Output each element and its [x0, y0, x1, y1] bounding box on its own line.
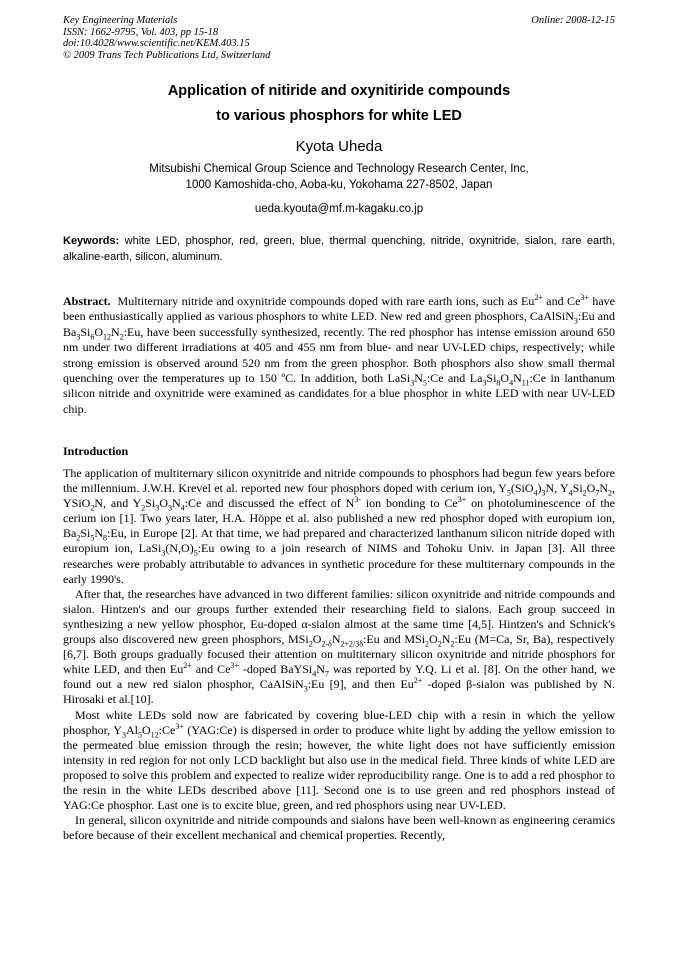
subscript: 2	[141, 503, 146, 513]
subscript: 2	[608, 488, 612, 498]
paragraph	[63, 466, 615, 587]
superscript: 2+	[183, 661, 192, 671]
paragraph-text: Most white LEDs sold now are fabricated by covering blue-LED chip with a resin in which the yellow phosphor, Y	[63, 707, 615, 737]
paragraph-text: :Ce and discussed the effect of N	[184, 496, 355, 511]
formula-text: N	[513, 371, 522, 386]
formula-text: O	[429, 632, 438, 647]
formula-text: O	[94, 324, 104, 339]
doi-line: doi:10.4028/www.scientific.net/KEM.403.15	[63, 38, 250, 49]
keywords-label: Keywords:	[63, 235, 120, 247]
abstract-text: have been enthusiastically applied as various phosphors to white LED. New red and green phosphors, CaAlSiN	[63, 294, 615, 324]
paragraph-text: on photoluminescence of the cerium ion [1]. Two years later, H.A. Höppe et al. also published a new red phosphor doped with europium ion, Ba	[63, 496, 615, 541]
subscript: 3	[76, 332, 81, 342]
subscript: 2	[425, 639, 430, 649]
abstract-text: :Eu and Ba	[63, 309, 615, 339]
subscript: 5	[137, 729, 142, 739]
formula-text: N	[441, 632, 451, 647]
abstract-label: Abstract.	[63, 294, 111, 308]
abstract	[63, 294, 615, 417]
paragraph-text: and Ce	[191, 662, 231, 677]
journal-name: Key Engineering Materials	[63, 15, 178, 26]
paragraph	[63, 813, 615, 843]
formula-text: )	[537, 481, 542, 496]
formula-text: N	[171, 496, 181, 511]
copyright-line: © 2009 Trans Tech Publications Ltd, Switzerland	[63, 49, 271, 61]
subscript: 2	[437, 639, 442, 649]
formula-text: Si	[145, 496, 156, 511]
paragraph-text: :Ce	[158, 722, 176, 737]
subscript: 7	[595, 488, 600, 498]
paragraph-text: N, Y	[545, 481, 569, 496]
title-line-1: Application of nitiride and oxynitiride compounds	[167, 83, 511, 99]
paragraph	[63, 587, 615, 708]
journal-header	[63, 15, 615, 61]
subscript: 3	[161, 548, 166, 558]
superscript: 3+	[580, 293, 589, 302]
subscript: 11	[521, 378, 530, 388]
subscript: 12	[103, 332, 112, 342]
subscript: 2-δ	[321, 639, 332, 649]
affiliation-line-2: 1000 Kamoshida-cho, Aoba-ku, Yokohama 227-8502, Japan	[185, 179, 493, 191]
paragraph-text: ion bonding to Ce	[360, 496, 458, 511]
subscript: 5	[422, 378, 427, 388]
paragraph-text: :Eu owing to a join research of NIMS and Tohoku Univ. in Japan [3]. All three researches were probably attributable to advances in synthetic procedure for these multiternary compounds in the early 1990's.	[63, 541, 615, 586]
keywords	[63, 234, 615, 265]
paragraph-text: In general, silicon oxynitride and nitride compounds and sialons have been well-known as engineering ceramics before because of their excellent mechanical and chemical properties. Recently,	[63, 813, 615, 843]
formula-text: N	[111, 324, 120, 339]
paragraph-text: :Eu [9], and then Eu	[307, 677, 414, 692]
paragraph-text: -doped β-sialon was published by N. Hirosaki et al.[10].	[63, 677, 615, 707]
subscript: 4	[312, 669, 317, 679]
subscript: 2	[582, 488, 587, 498]
paragraph-text: (YAG:Ce) is dispersed in order to produce white light by adding the yellow emission to the permeated blue emission through the resin; however, the white light does not have sufficiently emission intensity in red region for not only LCD backlight but also use in the medical field. Three kinds of white LED are proposed to solve this problem and expected to realize wider reproducibility range. One is to add a red phosphor to the resin in the white LEDs described above [11]. Second one is to use green and red phosphors instead of YAG:Ce phosphor. Last one is to excite blue, green, and red phosphors using near UV-LED.	[63, 722, 616, 813]
subscript: 3	[303, 684, 308, 694]
formula-text: Al	[125, 722, 138, 737]
formula-text: N	[599, 481, 608, 496]
paragraph-text: :Eu (M=Ca, Sr, Ba), respectively [6,7]. Both groups gradually focused their attention on multiternary silicon oxynitride and nitride phosphors for white LED, and then Eu	[63, 632, 615, 677]
subscript: 5	[193, 548, 198, 558]
author-email[interactable]: ueda.kyouta@mf.m-kagaku.co.jp	[254, 203, 424, 215]
superscript: 3+	[175, 721, 184, 731]
subscript: 3	[573, 316, 578, 326]
formula-text: N	[316, 662, 325, 677]
subscript: δ	[359, 639, 363, 649]
paragraph-text: :Eu, in Europe [2]. At that time, we had prepared and characterized lanthanum silicon nitride doped with europium ion, LaSi	[63, 526, 615, 556]
superscript: 2+	[413, 676, 423, 686]
superscript: 3-	[354, 495, 361, 505]
formula-text: N	[331, 632, 341, 647]
formula-text: O	[159, 496, 168, 511]
subscript: 8	[103, 533, 108, 543]
paragraph-text: (N,O)	[165, 541, 194, 556]
subscript: 4	[533, 488, 538, 498]
paragraph-text: , YSiO	[63, 481, 615, 511]
subscript: 8	[496, 378, 501, 388]
paragraph-text: The application of multiternary silicon oxynitride and nitride compounds to phosphors had begun few years before the millennium. J.W.H. Krevel et al. reported new four phosphors doped with cerium ion, Y	[63, 466, 615, 496]
superscript: 2+	[534, 293, 543, 302]
formula-text: Si	[486, 371, 497, 386]
superscript: 3+	[457, 495, 467, 505]
formula-text: Si	[572, 481, 583, 496]
title-line-2: to various phosphors for white LED	[216, 108, 462, 124]
paragraph	[63, 708, 615, 814]
superscript: 3+	[230, 661, 239, 671]
formula-text: N	[94, 526, 104, 541]
introduction-body	[63, 466, 615, 843]
section-heading-introduction: Introduction	[63, 444, 129, 458]
subscript: 3	[410, 378, 415, 388]
subscript: 4	[568, 488, 573, 498]
formula-text: N	[414, 371, 423, 386]
abstract-text: and Ce	[542, 294, 581, 308]
subscript: 4	[180, 503, 185, 513]
subscript: 2	[450, 639, 455, 649]
abstract-text: :Ce in lanthanum silicon nitride and oxynitride were examined as candidates for a blue phosphor in white LED with near UV-LED chip.	[63, 371, 615, 416]
abstract-text: :Ce and La	[426, 371, 483, 386]
keywords-text: white LED, phosphor, red, green, blue, thermal quenching, nitride, oxynitride, sialon, rare earth, alkaline-earth, silicon, aluminum.	[63, 235, 616, 263]
formula-text: Si	[80, 324, 91, 339]
formula-text: O	[312, 632, 322, 647]
paragraph-text: After that, the researches have advanced in two different families: silicon oxynitride and nitride compounds and sialon. Hintzen's and our groups further extended their researching field to sialons. Each group succeed in synthesizing a new yellow phosphor, Eu-doped α-sialon almost at the same time [4,5]. Hintzen's and Schnick's groups also discovered new green phosphors, MSi	[63, 586, 615, 647]
subscript: 2+2/3	[340, 639, 360, 649]
subscript: 2	[76, 533, 81, 543]
author-name: Kyota Uheda	[295, 138, 383, 155]
subscript: 3	[482, 378, 487, 388]
subscript: 5	[90, 533, 95, 543]
formula-text: Si	[80, 526, 91, 541]
subscript: 12	[150, 729, 159, 739]
formula-text: O	[141, 722, 151, 737]
subscript: 3	[155, 503, 160, 513]
subscript: 2	[119, 332, 124, 342]
issn-line: ISSN: 1662-9795, Vol. 403, pp 15-18	[63, 26, 219, 38]
subscript: 6	[90, 332, 95, 342]
formula-text: O	[500, 371, 510, 386]
formula-text: O	[586, 481, 596, 496]
subscript: 3	[167, 503, 172, 513]
formula-text: (SiO	[510, 481, 534, 496]
affiliation-line-1: Mitsubishi Chemical Group Science and Technology Research Center, Inc,	[149, 163, 529, 175]
online-date: Online: 2008-12-15	[531, 15, 615, 26]
subscript: 4	[509, 378, 514, 388]
subscript: 5	[506, 488, 511, 498]
subscript: 2	[90, 503, 95, 513]
subscript: 3	[541, 488, 546, 498]
subscript: 3	[121, 729, 126, 739]
paragraph-text: N, and Y	[94, 496, 142, 511]
paragraph-text: :Eu and MSi	[363, 632, 426, 647]
abstract-text: :Eu, have been successfully synthesized, recently. The red phosphor has intense emission around 650 nm under two different irradiations at 405 and 455 nm from blue- and near UV-LED chips, respectively; while strong emission is observed around 520 nm from the green phosphor. Both phosphors also show small thermal quenching over the temperatures up to 150 ºC. In addition, both LaSi	[63, 324, 615, 386]
paragraph-text: -doped BaYSi	[238, 662, 313, 677]
abstract-text: Multiternary nitride and oxynitride compounds doped with rare earth ions, such as Eu	[117, 294, 535, 308]
subscript: 7	[324, 669, 329, 679]
paragraph-text: was reported by Y.Q. Li et al. [8]. On the other hand, we found out a new red sialon phosphor, CaAlSiN	[63, 662, 616, 692]
subscript: 2	[308, 639, 313, 649]
